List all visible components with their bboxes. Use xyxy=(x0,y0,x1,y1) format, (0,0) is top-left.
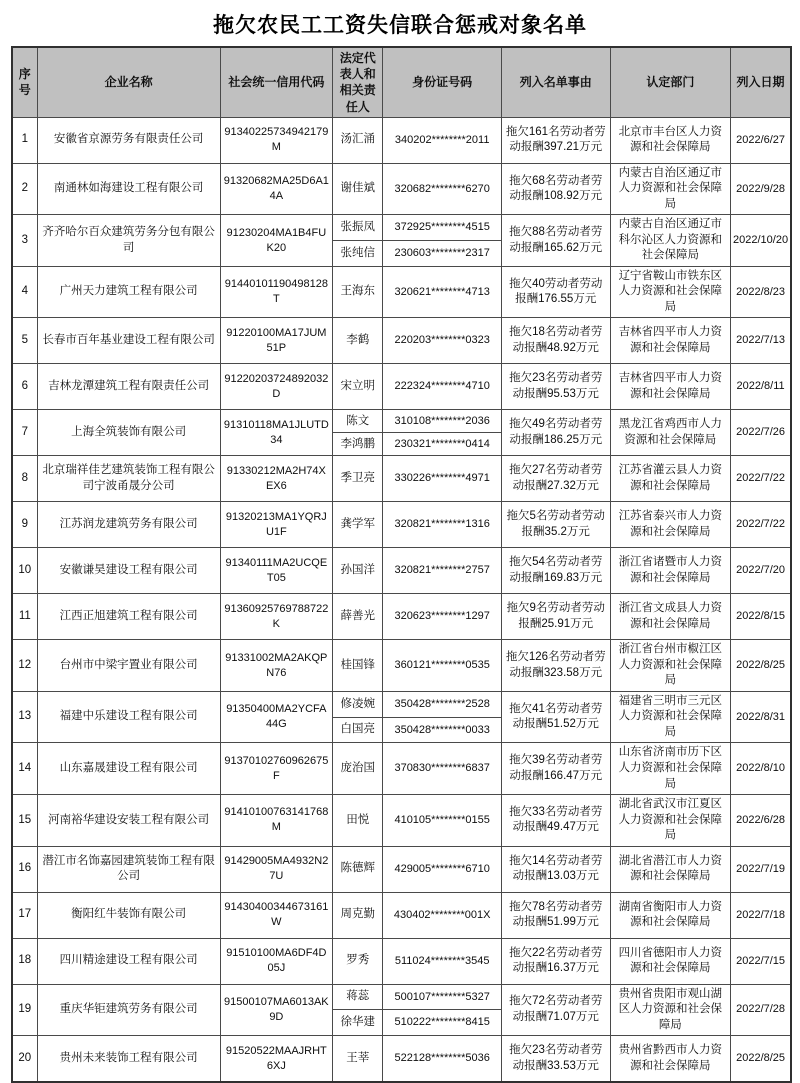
person-name: 龚学军 xyxy=(340,518,375,531)
id-number: 500107********5327 xyxy=(394,990,490,1003)
credit-code: 91440101190498128T xyxy=(220,266,333,318)
id-number-cell-group xyxy=(383,118,501,163)
id-number: 320623********1297 xyxy=(394,610,490,623)
list-date: 2022/7/13 xyxy=(731,318,791,364)
company-name: 上海全筑装饰有限公司 xyxy=(37,410,220,456)
id-number-cell-group xyxy=(383,456,501,501)
table-row xyxy=(12,795,791,847)
id-number-cell xyxy=(383,938,502,984)
legal-rep-cell-group xyxy=(333,456,382,501)
id-number: 522128********5036 xyxy=(394,1052,490,1065)
row-index: 16 xyxy=(12,846,37,892)
id-number-cell-group xyxy=(383,364,501,409)
legal-rep-cell xyxy=(333,266,383,318)
table-header-row xyxy=(12,47,791,117)
department: 北京市丰台区人力资源和社会保障局 xyxy=(610,117,731,163)
company-name: 四川精途建设工程有限公司 xyxy=(37,938,220,984)
person-name: 田悦 xyxy=(346,813,370,826)
list-date: 2022/8/11 xyxy=(731,364,791,410)
person-name: 陈德辉 xyxy=(340,862,375,875)
department: 黑龙江省鸡西市人力资源和社会保障局 xyxy=(610,410,731,456)
credit-code: 91220203724892032D xyxy=(220,364,333,410)
listing-reason: 拖欠18名劳动者劳动报酬48.92万元 xyxy=(501,318,610,364)
credit-code: 91230204MA1B4FUK20 xyxy=(220,215,333,267)
row-index: 12 xyxy=(12,640,37,692)
person-name: 张纯信 xyxy=(333,240,382,266)
listing-reason: 拖欠27名劳动者劳动报酬27.32万元 xyxy=(501,456,610,502)
id-number-cell xyxy=(383,892,502,938)
list-date: 2022/8/25 xyxy=(731,640,791,692)
id-number-cell-group xyxy=(383,594,501,639)
id-number-cell-group xyxy=(383,267,501,318)
id-number-cell xyxy=(383,410,502,456)
col-header-id-number: 身份证号码 xyxy=(383,47,502,117)
listing-reason: 拖欠5名劳动者劳动报酬35.2万元 xyxy=(501,502,610,548)
id-number: 320821********1316 xyxy=(394,518,490,531)
row-index: 3 xyxy=(12,215,37,267)
credit-code: 91350400MA2YCFA44G xyxy=(220,691,333,743)
id-number: 350428********0033 xyxy=(383,717,501,743)
company-name: 贵州未来装饰工程有限公司 xyxy=(37,1036,220,1083)
department: 福建省三明市三元区人力资源和社会保障局 xyxy=(610,691,731,743)
department: 贵州省黔西市人力资源和社会保障局 xyxy=(610,1036,731,1083)
table-row xyxy=(12,548,791,594)
row-index: 5 xyxy=(12,318,37,364)
person-name: 李鹤 xyxy=(346,334,370,347)
legal-rep-cell xyxy=(333,410,383,456)
id-number: 222324********4710 xyxy=(394,380,490,393)
person-name: 宋立明 xyxy=(340,380,375,393)
row-index: 20 xyxy=(12,1036,37,1083)
department: 江苏省泰兴市人力资源和社会保障局 xyxy=(610,502,731,548)
company-name: 长春市百年基业建设工程有限公司 xyxy=(37,318,220,364)
table-row xyxy=(12,266,791,318)
credit-code: 91340111MA2UCQET05 xyxy=(220,548,333,594)
row-index: 4 xyxy=(12,266,37,318)
col-header-list-date: 列入日期 xyxy=(731,47,791,117)
listing-reason: 拖欠126名劳动者劳动报酬323.58万元 xyxy=(501,640,610,692)
legal-rep-cell xyxy=(333,117,383,163)
department: 吉林省四平市人力资源和社会保障局 xyxy=(610,364,731,410)
table-row xyxy=(12,743,791,795)
id-number-cell-group xyxy=(383,795,501,846)
person-name: 孙国洋 xyxy=(340,564,375,577)
id-number-cell-group xyxy=(383,215,501,266)
credit-code: 91360925769788722K xyxy=(220,594,333,640)
col-header-department: 认定部门 xyxy=(610,47,731,117)
listing-reason: 拖欠9名劳动者劳动报酬25.91万元 xyxy=(501,594,610,640)
table-row xyxy=(12,364,791,410)
id-number-cell-group xyxy=(383,502,501,547)
list-date: 2022/7/20 xyxy=(731,548,791,594)
table-row xyxy=(12,163,791,215)
row-index: 2 xyxy=(12,163,37,215)
legal-rep-cell-group xyxy=(333,118,382,163)
id-number-cell-group xyxy=(383,318,501,363)
legal-rep-cell xyxy=(333,640,383,692)
id-number-cell-group xyxy=(383,164,501,215)
id-number-cell-group xyxy=(383,985,501,1036)
id-number: 230603********2317 xyxy=(383,240,501,266)
company-name: 江西正旭建筑工程有限公司 xyxy=(37,594,220,640)
legal-rep-cell-group xyxy=(333,594,382,639)
legal-rep-cell xyxy=(333,163,383,215)
credit-code: 91430400344673161W xyxy=(220,892,333,938)
table-row xyxy=(12,456,791,502)
person-name: 张振凤 xyxy=(340,220,375,233)
legal-rep-cell xyxy=(333,691,383,743)
company-name: 衡阳红牛装饰有限公司 xyxy=(37,892,220,938)
credit-code: 91410100763141768M xyxy=(220,795,333,847)
credit-code: 91370102760962675F xyxy=(220,743,333,795)
list-date: 2022/7/22 xyxy=(731,456,791,502)
legal-rep-cell-group xyxy=(333,318,382,363)
company-name: 台州市中梁宇置业有限公司 xyxy=(37,640,220,692)
document-title: 拖欠农民工工资失信联合惩戒对象名单 xyxy=(213,14,587,37)
credit-code: 91429005MA4932N27U xyxy=(220,846,333,892)
department: 湖南省衡阳市人力资源和社会保障局 xyxy=(610,892,731,938)
row-index: 17 xyxy=(12,892,37,938)
table-row xyxy=(12,594,791,640)
id-number-cell xyxy=(383,318,502,364)
person-name: 蒋蕊 xyxy=(346,990,370,1003)
legal-rep-cell-group xyxy=(333,893,382,938)
listing-reason: 拖欠14名劳动者劳动报酬13.03万元 xyxy=(501,846,610,892)
list-date: 2022/7/26 xyxy=(731,410,791,456)
department: 浙江省文成县人力资源和社会保障局 xyxy=(610,594,731,640)
listing-reason: 拖欠23名劳动者劳动报酬33.53万元 xyxy=(501,1036,610,1083)
person-name: 庞治国 xyxy=(340,762,375,774)
row-index: 19 xyxy=(12,984,37,1036)
credit-code: 91520522MAAJRHT6XJ xyxy=(220,1036,333,1083)
col-header-index: 序号 xyxy=(12,47,37,117)
table-row xyxy=(12,117,791,163)
legal-rep-cell-group xyxy=(333,410,382,455)
legal-rep-cell xyxy=(333,938,383,984)
id-number: 410105********0155 xyxy=(394,813,490,826)
legal-rep-cell xyxy=(333,846,383,892)
list-date: 2022/8/23 xyxy=(731,266,791,318)
legal-rep-cell-group xyxy=(333,743,382,794)
list-date: 2022/8/31 xyxy=(731,691,791,743)
legal-rep-cell xyxy=(333,318,383,364)
company-name: 北京瑞祥佳艺建筑装饰工程有限公司宁波甬晟分公司 xyxy=(37,456,220,502)
credit-code: 91310118MA1JLUTD34 xyxy=(220,410,333,456)
id-number-cell-group xyxy=(383,1036,501,1081)
person-name: 谢佳斌 xyxy=(340,182,375,195)
id-number-cell xyxy=(383,984,502,1036)
credit-code: 91510100MA6DF4D05J xyxy=(220,938,333,984)
listing-reason: 拖欠49名劳动者劳动报酬186.25万元 xyxy=(501,410,610,456)
legal-rep-cell-group xyxy=(333,692,382,743)
row-index: 14 xyxy=(12,743,37,795)
id-number: 429005********6710 xyxy=(394,862,490,875)
col-header-company: 企业名称 xyxy=(37,47,220,117)
company-name: 吉林龙潭建筑工程有限责任公司 xyxy=(37,364,220,410)
table-body xyxy=(12,117,791,1082)
credit-code: 91220100MA17JUM51P xyxy=(220,318,333,364)
department: 内蒙古自治区通辽市人力资源和社会保障局 xyxy=(610,163,731,215)
id-number-cell xyxy=(383,743,502,795)
col-header-legal-rep: 法定代表人和相关责任人 xyxy=(333,47,383,117)
id-number-cell-group xyxy=(383,847,501,892)
id-number: 511024********3545 xyxy=(394,954,490,967)
id-number-cell xyxy=(383,691,502,743)
department: 山东省济南市历下区人力资源和社会保障局 xyxy=(610,743,731,795)
legal-rep-cell-group xyxy=(333,985,382,1036)
list-date: 2022/6/28 xyxy=(731,795,791,847)
legal-rep-cell-group xyxy=(333,847,382,892)
table-row xyxy=(12,318,791,364)
id-number-cell xyxy=(383,594,502,640)
company-name: 安徽谦昊建设工程有限公司 xyxy=(37,548,220,594)
id-number-cell-group xyxy=(383,640,501,691)
id-number-cell xyxy=(383,117,502,163)
table-row xyxy=(12,984,791,1036)
list-date: 2022/7/28 xyxy=(731,984,791,1036)
list-date: 2022/8/15 xyxy=(731,594,791,640)
department: 湖北省武汉市江夏区人力资源和社会保障局 xyxy=(610,795,731,847)
row-index: 6 xyxy=(12,364,37,410)
department: 贵州省贵阳市观山湖区人力资源和社会保障局 xyxy=(610,984,731,1036)
legal-rep-cell-group xyxy=(333,364,382,409)
legal-rep-cell-group xyxy=(333,939,382,984)
table-row xyxy=(12,846,791,892)
listing-reason: 拖欠88名劳动者劳动报酬165.62万元 xyxy=(501,215,610,267)
listing-reason: 拖欠40劳动者劳动报酬176.55万元 xyxy=(501,266,610,318)
department: 辽宁省鞍山市铁东区人力资源和社会保障局 xyxy=(610,266,731,318)
credit-code: 91340225734942179M xyxy=(220,117,333,163)
legal-rep-cell-group xyxy=(333,267,382,318)
id-number: 360121********0535 xyxy=(394,659,490,672)
id-number-cell-group xyxy=(383,410,501,455)
legal-rep-cell-group xyxy=(333,640,382,691)
listing-reason: 拖欠68名劳动者劳动报酬108.92万元 xyxy=(501,163,610,215)
company-name: 潜江市名饰嘉园建筑装饰工程有限公司 xyxy=(37,846,220,892)
id-number: 230321********0414 xyxy=(383,432,501,455)
id-number-cell-group xyxy=(383,548,501,593)
legal-rep-cell-group xyxy=(333,502,382,547)
department: 江苏省灌云县人力资源和社会保障局 xyxy=(610,456,731,502)
person-name: 李鸿鹏 xyxy=(333,432,382,455)
row-index: 13 xyxy=(12,691,37,743)
id-number-cell xyxy=(383,215,502,267)
listing-reason: 拖欠54名劳动者劳动报酬169.83万元 xyxy=(501,548,610,594)
company-name: 河南裕华建设安装工程有限公司 xyxy=(37,795,220,847)
id-number-cell xyxy=(383,266,502,318)
company-name: 江苏润龙建筑劳务有限公司 xyxy=(37,502,220,548)
listing-reason: 拖欠78名劳动者劳动报酬51.99万元 xyxy=(501,892,610,938)
id-number: 320821********2757 xyxy=(394,564,490,577)
table-row xyxy=(12,502,791,548)
person-name: 汤汇涌 xyxy=(340,133,375,146)
legal-rep-cell xyxy=(333,594,383,640)
listing-reason: 拖欠41名劳动者劳动报酬51.52万元 xyxy=(501,691,610,743)
listing-reason: 拖欠33名劳动者劳动报酬49.47万元 xyxy=(501,795,610,847)
legal-rep-cell-group xyxy=(333,795,382,846)
id-number-cell xyxy=(383,846,502,892)
table-row xyxy=(12,892,791,938)
person-name: 白国亮 xyxy=(333,717,382,743)
company-name: 山东嘉晟建设工程有限公司 xyxy=(37,743,220,795)
company-name: 福建中乐建设工程有限公司 xyxy=(37,691,220,743)
legal-rep-cell xyxy=(333,743,383,795)
legal-rep-cell xyxy=(333,892,383,938)
company-name: 安徽省京源劳务有限责任公司 xyxy=(37,117,220,163)
row-index: 8 xyxy=(12,456,37,502)
legal-rep-cell xyxy=(333,984,383,1036)
person-name: 周克勤 xyxy=(340,908,375,921)
person-name: 王海东 xyxy=(340,285,375,298)
table-row xyxy=(12,410,791,456)
person-name: 桂国锋 xyxy=(340,658,375,671)
id-number: 310108********2036 xyxy=(394,414,490,427)
id-number-cell xyxy=(383,1036,502,1083)
row-index: 11 xyxy=(12,594,37,640)
person-name: 陈文 xyxy=(346,414,370,427)
listing-reason: 拖欠72名劳动者劳动报酬71.07万元 xyxy=(501,984,610,1036)
department: 湖北省潜江市人力资源和社会保障局 xyxy=(610,846,731,892)
table-row xyxy=(12,938,791,984)
table-row xyxy=(12,1036,791,1083)
row-index: 9 xyxy=(12,502,37,548)
company-name: 齐齐哈尔百众建筑劳务分包有限公司 xyxy=(37,215,220,267)
listing-reason: 拖欠22名劳动者劳动报酬16.37万元 xyxy=(501,938,610,984)
blacklist-table xyxy=(11,46,792,1083)
legal-rep-cell-group xyxy=(333,164,382,215)
id-number-cell xyxy=(383,795,502,847)
id-number-cell xyxy=(383,163,502,215)
list-date: 2022/6/27 xyxy=(731,117,791,163)
legal-rep-cell xyxy=(333,215,383,267)
legal-rep-cell-group xyxy=(333,548,382,593)
id-number: 430402********001X xyxy=(393,908,491,921)
legal-rep-cell xyxy=(333,795,383,847)
id-number-cell xyxy=(383,502,502,548)
id-number: 350428********2528 xyxy=(394,697,490,710)
legal-rep-cell xyxy=(333,548,383,594)
id-number-cell-group xyxy=(383,893,501,938)
person-name: 修凌婉 xyxy=(340,697,375,710)
id-number-cell xyxy=(383,548,502,594)
department: 浙江省诸暨市人力资源和社会保障局 xyxy=(610,548,731,594)
department: 浙江省台州市椒江区人力资源和社会保障局 xyxy=(610,640,731,692)
person-name: 王莘 xyxy=(346,1051,370,1064)
col-header-credit-code: 社会统一信用代码 xyxy=(220,47,333,117)
id-number-cell xyxy=(383,456,502,502)
list-date: 2022/7/22 xyxy=(731,502,791,548)
id-number-cell xyxy=(383,640,502,692)
row-index: 15 xyxy=(12,795,37,847)
table-row xyxy=(12,640,791,692)
legal-rep-cell xyxy=(333,364,383,410)
id-number-cell-group xyxy=(383,939,501,984)
table-row xyxy=(12,691,791,743)
list-date: 2022/8/25 xyxy=(731,1036,791,1083)
listing-reason: 拖欠161名劳动者劳动报酬397.21万元 xyxy=(501,117,610,163)
id-number: 372925********4515 xyxy=(394,221,490,234)
row-index: 1 xyxy=(12,117,37,163)
list-date: 2022/7/15 xyxy=(731,938,791,984)
credit-code: 91320682MA25D6A14A xyxy=(220,163,333,215)
company-name: 南通林如海建设工程有限公司 xyxy=(37,163,220,215)
legal-rep-cell xyxy=(333,502,383,548)
legal-rep-cell xyxy=(333,456,383,502)
company-name: 广州天力建筑工程有限公司 xyxy=(37,266,220,318)
id-number: 320621********4713 xyxy=(394,285,490,298)
list-date: 2022/8/10 xyxy=(731,743,791,795)
credit-code: 91320213MA1YQRJU1F xyxy=(220,502,333,548)
id-number-cell-group xyxy=(383,692,501,743)
legal-rep-cell xyxy=(333,1036,383,1083)
department: 内蒙古自治区通辽市科尔沁区人力资源和社会保障局 xyxy=(610,215,731,267)
legal-rep-cell-group xyxy=(333,1036,382,1081)
id-number: 370830********6837 xyxy=(394,762,490,775)
list-date: 2022/10/20 xyxy=(731,215,791,267)
row-index: 18 xyxy=(12,938,37,984)
credit-code: 91330212MA2H74XEX6 xyxy=(220,456,333,502)
company-name: 重庆华钜建筑劳务有限公司 xyxy=(37,984,220,1036)
listing-reason: 拖欠23名劳动者劳动报酬95.53万元 xyxy=(501,364,610,410)
department: 吉林省四平市人力资源和社会保障局 xyxy=(610,318,731,364)
id-number: 340202********2011 xyxy=(394,133,490,146)
person-name: 薛善光 xyxy=(340,610,375,623)
table-row xyxy=(12,215,791,267)
id-number: 320682********6270 xyxy=(394,182,490,195)
person-name: 徐华建 xyxy=(333,1009,382,1035)
id-number: 330226********4971 xyxy=(394,472,490,485)
credit-code: 91331002MA2AKQPN76 xyxy=(220,640,333,692)
col-header-reason: 列入名单事由 xyxy=(501,47,610,117)
id-number: 510222********8415 xyxy=(383,1009,501,1035)
list-date: 2022/9/28 xyxy=(731,163,791,215)
list-date: 2022/7/18 xyxy=(731,892,791,938)
person-name: 罗秀 xyxy=(346,954,370,967)
id-number-cell xyxy=(383,364,502,410)
id-number-cell-group xyxy=(383,743,501,794)
legal-rep-cell-group xyxy=(333,215,382,266)
id-number: 220203********0323 xyxy=(394,334,490,347)
department: 四川省德阳市人力资源和社会保障局 xyxy=(610,938,731,984)
row-index: 10 xyxy=(12,548,37,594)
list-date: 2022/7/19 xyxy=(731,846,791,892)
person-name: 季卫亮 xyxy=(340,472,375,485)
credit-code: 91500107MA6013AK9D xyxy=(220,984,333,1036)
row-index: 7 xyxy=(12,410,37,456)
listing-reason: 拖欠39名劳动者劳动报酬166.47万元 xyxy=(501,743,610,795)
